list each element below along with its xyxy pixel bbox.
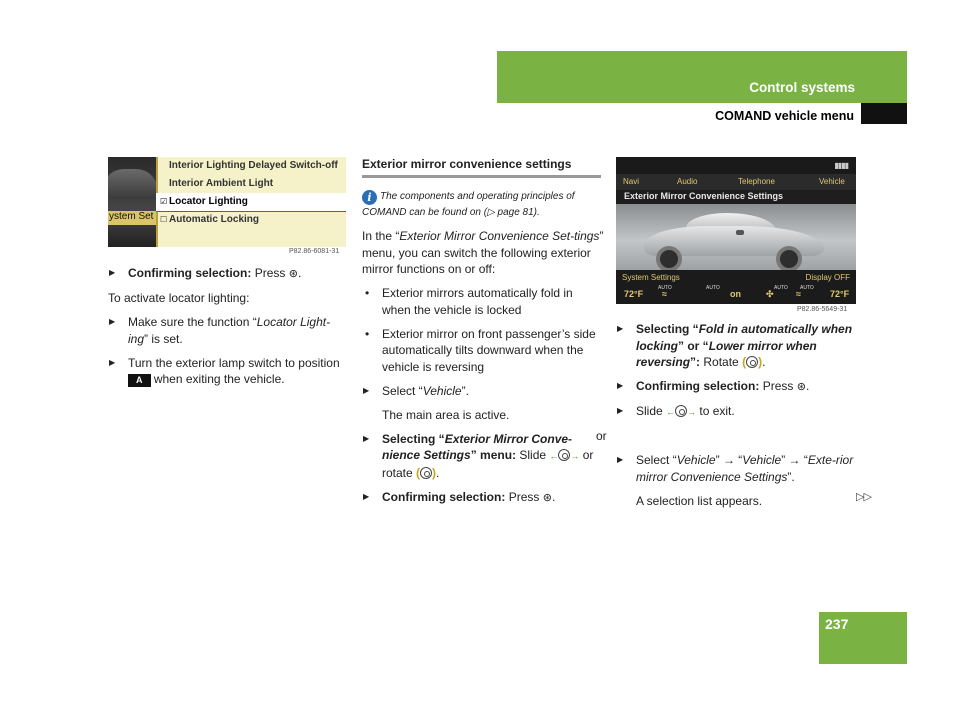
- text: Slide: [519, 448, 547, 462]
- subsection-title: COMAND vehicle menu: [715, 109, 854, 123]
- text: ” menu, you can switch the following exterior mirror functions on or off:: [362, 229, 604, 276]
- fan-icon: ✣: [766, 289, 774, 299]
- rotate-right-icon: ): [432, 465, 437, 480]
- info-icon: i: [362, 190, 377, 205]
- press-controller-icon: ⊛: [288, 268, 298, 280]
- auto-label: AUTO: [800, 285, 814, 291]
- activate-intro: To activate locator lighting:: [108, 291, 250, 305]
- text: Press: [762, 379, 794, 393]
- main-area-note: The main area is active.: [382, 407, 510, 422]
- on-label: on: [730, 289, 741, 299]
- front-wheel-shape: [656, 246, 682, 272]
- confirm-step-2: ▶ Confirming selection: Press ⊛.: [362, 489, 604, 507]
- temp-right-readout: 72°F: [830, 289, 850, 299]
- figure2-caption: P82.86-5649-31: [797, 306, 848, 313]
- locator-check-step: [108, 314, 348, 347]
- subsection-header: [497, 103, 907, 124]
- menu-item-delayed-switch-off: [156, 157, 346, 175]
- bold-label: ” menu:: [470, 448, 517, 462]
- slide-exit-step: [616, 403, 860, 421]
- bullet-tilt-down: • Exterior mirror on front passenger’s side automatically tilts downward when the vehicle is reversing: [362, 326, 604, 376]
- or-separator: or: [596, 429, 607, 443]
- text: Slide: [636, 404, 663, 418]
- text: ”.: [787, 469, 795, 484]
- auto-label: AUTO: [658, 285, 672, 291]
- bold-label: Confirming selection:: [382, 489, 506, 504]
- tab-navi: Navi: [623, 177, 640, 186]
- screen-tab-bar: [616, 174, 856, 190]
- screen-title: Exterior Mirror Convenience Settings: [624, 191, 784, 201]
- text: Make sure the function “: [128, 315, 257, 329]
- subsection-marker-block: [861, 103, 907, 124]
- page-number: 237: [825, 616, 849, 632]
- controller-icon: [746, 356, 758, 368]
- italic-term: Fold in automatically when locking: [636, 322, 853, 353]
- car-image-area: [616, 204, 856, 270]
- intro-paragraph: [362, 228, 604, 278]
- controller-icon: [675, 405, 687, 417]
- screen-title-bar: [616, 190, 856, 204]
- italic-term: Lower mirror when reversing: [636, 338, 817, 369]
- rotate-left-icon: (: [416, 465, 421, 480]
- screen-bottom-bar: [616, 270, 856, 304]
- airflow-icon: ≈: [796, 289, 801, 299]
- system-settings-label: System Settings: [622, 273, 680, 282]
- column-2: [362, 189, 604, 514]
- selection-list-note: A selection list appears.: [636, 493, 763, 508]
- menu-item-label: Locator Lighting: [169, 196, 248, 207]
- controller-icon: [420, 467, 432, 479]
- rear-wheel-shape: [776, 246, 802, 272]
- car-silhouette-image: [108, 169, 158, 199]
- menu-item-ambient-light: [156, 175, 346, 193]
- text: ” is set.: [144, 331, 183, 346]
- select-vehicle-step: [362, 383, 604, 400]
- select-menu-step: ▶ Selecting “Exterior Mirror Conve-nience Settings” menu: Slide ← → or rotate ( ).: [362, 431, 604, 482]
- text: In the “: [362, 229, 400, 243]
- rotate-right-icon: ): [758, 355, 763, 369]
- italic-term: Vehicle: [422, 383, 462, 398]
- lamp-position-a-key: A: [128, 374, 151, 387]
- bullet-fold-in: • Exterior mirrors automatically fold in when the vehicle is locked: [362, 285, 604, 318]
- text: Press: [508, 489, 540, 504]
- system-settings-label: ystem Set: [108, 211, 156, 225]
- unchecked-box-icon: ☐: [160, 215, 168, 224]
- text: ” → “: [781, 453, 808, 467]
- bold-label: Selecting “: [382, 431, 445, 446]
- section-heading: Exterior mirror convenience settings: [362, 157, 572, 171]
- text: Turn the exterior lamp switch to position: [128, 355, 340, 370]
- tab-telephone: Telephone: [738, 177, 775, 186]
- controller-icon: [558, 449, 570, 461]
- bold-label: ”:: [690, 355, 701, 369]
- tab-audio: Audio: [677, 177, 698, 186]
- locator-lighting-screen-figure: [108, 157, 346, 247]
- screen-left-panel: [108, 157, 156, 247]
- italic-term: Exterior Mirror Convenience Set-tings: [399, 229, 600, 243]
- select-path-step: [616, 452, 860, 485]
- temp-left-readout: 72°F: [624, 289, 644, 299]
- text: ”.: [461, 383, 469, 398]
- menu-item-label: Interior Ambient Light: [169, 178, 274, 189]
- bold-label: ” or “: [678, 338, 709, 353]
- lighting-menu-list: [156, 157, 346, 247]
- rotate-left-icon: (: [742, 355, 747, 369]
- text: to exit.: [699, 404, 735, 418]
- airflow-icon: ≈: [662, 289, 667, 299]
- display-off-label: Display OFF: [805, 273, 850, 282]
- figure1-caption: P82.86-6081-31: [289, 248, 340, 255]
- text: when exiting the vehicle.: [153, 372, 285, 386]
- column-3: [596, 321, 860, 517]
- heading-rule: [362, 175, 601, 178]
- bold-label: Confirming selection:: [636, 379, 760, 393]
- text: ” → “: [715, 453, 743, 467]
- text: or rotate: [382, 448, 594, 480]
- page-number-box: [819, 612, 907, 664]
- menu-item-label: Interior Lighting Delayed Switch-off: [169, 160, 338, 171]
- checked-box-icon: ☑: [160, 197, 168, 206]
- italic-term: Exte-rior mirror Convenience Settings: [636, 453, 854, 484]
- press-controller-icon: ⊛: [796, 381, 806, 393]
- italic-term: Exterior Mirror Conve-nience Settings: [382, 431, 573, 462]
- italic-term: Vehicle: [742, 453, 782, 467]
- section-title: Control systems: [749, 80, 855, 95]
- lamp-switch-step: [108, 355, 348, 388]
- confirm-label: Confirming selection:: [128, 266, 252, 280]
- column-1: [108, 265, 348, 395]
- section-header-band: [497, 51, 907, 103]
- slide-left-arrow-icon: ←: [666, 407, 676, 417]
- bold-label: Selecting “: [636, 322, 699, 336]
- continued-arrow-icon: ▷▷: [856, 491, 871, 503]
- text: Select “: [382, 383, 423, 398]
- slide-right-arrow-icon: →: [570, 451, 580, 461]
- signal-strength-icon: ▮▮▮▮: [834, 161, 848, 170]
- italic-term: Vehicle: [676, 453, 716, 467]
- car-mirror-shape: [736, 230, 744, 235]
- text: Select “: [636, 453, 677, 467]
- italic-term: Locator Light-ing: [128, 315, 331, 346]
- info-text: The components and operating principles of COMAND can be found on (▷ page 81).: [362, 191, 575, 218]
- confirm-text: Press: [254, 266, 286, 280]
- screen-status-bar: [616, 157, 856, 174]
- confirm-step-3: ▶ Confirming selection: Press ⊛.: [616, 378, 860, 396]
- slide-left-arrow-icon: ←: [549, 451, 559, 461]
- exterior-mirror-screen-figure: [616, 157, 856, 304]
- info-note: [362, 189, 604, 221]
- selection-underline: [156, 193, 346, 212]
- select-option-step: ▶ Selecting “Fold in automatically when locking” or “Lower mirror when reversing”: Rotate ( ).: [616, 321, 860, 371]
- press-controller-icon: ⊛: [542, 491, 552, 504]
- auto-label: AUTO: [774, 285, 788, 291]
- confirm-step: ▶ Confirming selection: Press ⊛.: [108, 265, 348, 283]
- auto-label: AUTO: [706, 285, 720, 291]
- menu-item-automatic-locking: [156, 211, 346, 229]
- menu-item-label: Automatic Locking: [169, 214, 260, 225]
- tab-vehicle: Vehicle: [819, 177, 845, 186]
- slide-right-arrow-icon: →: [687, 407, 697, 417]
- text: Rotate: [703, 355, 739, 369]
